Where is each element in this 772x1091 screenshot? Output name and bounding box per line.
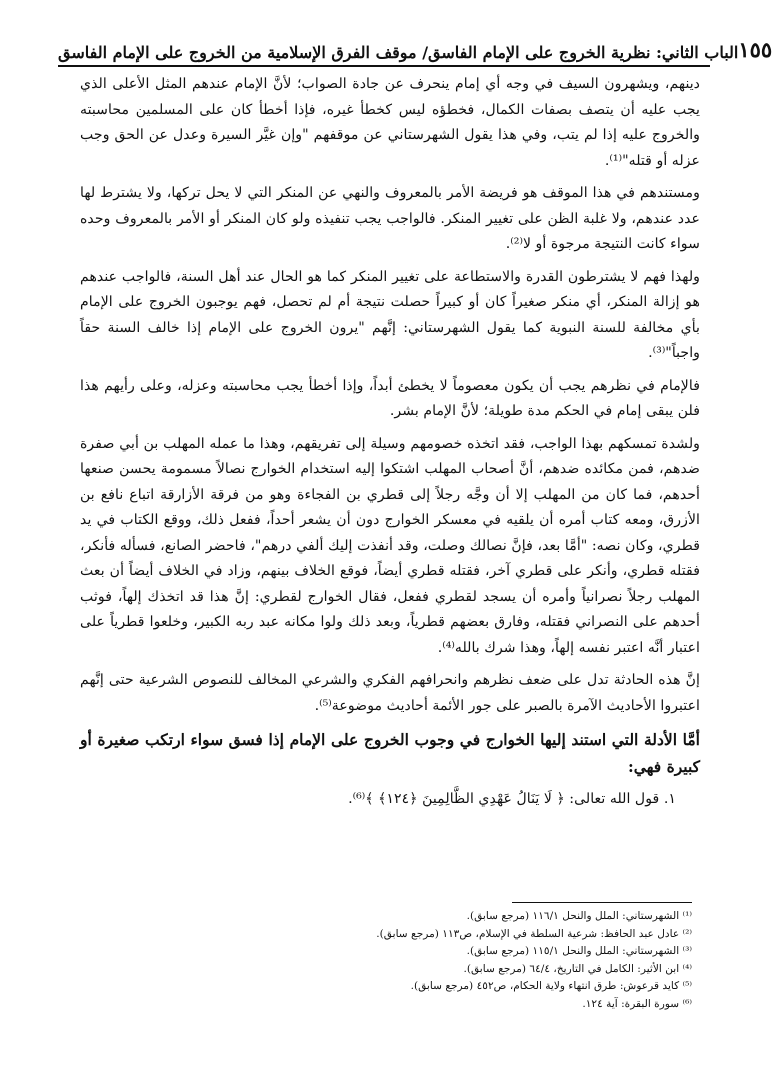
- footnote-4: ⁽⁴⁾ ابن الأثير: الكامل في التاريخ، ٦٤/٤ (مرجع سابق).: [463, 962, 692, 975]
- footnote-separator: [512, 902, 692, 903]
- paragraph-3: ولهذا فهم لا يشترطون القدرة والاستطاعة على تغيير المنكر كما هو الحال عند أهل السنة، فالواجب عندهم هو إزالة المنكر، أي منكر صغيراً كان أو كبيراً حصلت نتيجة أم لم تحصل، فهم يوجبون الخروج على الإمام بأي مخالفة للسنة النبوية كما يقول الشهرستاني: إنَّهم "يرون الخروج على الإمام إذا خالف السنة حقاً واجباً"⁽³⁾.: [80, 268, 700, 361]
- paragraph-5: ولشدة تمسكهم بهذا الواجب، فقد اتخذه خصومهم وسيلة إلى تفريقهم، وهذا ما عمله المهلب بن أبي صفرة ضدهم، فمن مكائده ضدهم، أنَّ أصحاب المهلب اشتكوا إليه استخدام الخوارج نصالاً مسمومة يحسن صنعها أحدهم، فما كان من المهلب إلا أن وجَّه رجلاً إلى قطري بن الفجاءة وهو من فرقة الأزارقة اتباع نافع بن الأزرق، ومعه كتاب أمره أن يلقيه في معسكر الخوارج دون أن يشعر أحداً، ففعل ذلك، ووقع الكتاب في يد قطري، وكان نصه: "أمَّا بعد، فإنَّ نصالك وصلت، وقد أنفذت إليك ألفي درهم"، فاحضر الصانع، فسأله فأنكر، فقتله قطري، وأنكر على قطري آخر، فقتله قطري أيضاً، فوقع الخلاف بينهم، وزاد في الخلاف أيضاً أن بعث المهلب رجلاً نصرانياً وأمره أن يسجد لقطري ففعل، فقال الخوارج لقطري: إنَّ هذا قد اتخذك إلهاً، فوثب أحدهم على النصراني فقتله، وفارق بعضهم قطرياً، وبعد ذلك ولوا مكانه عبد ربه الكبير، وخلعوا قطرياً على اعتبار أنَّه اعتبر نفسه إلهاً، وهذا شرك بالله⁽⁴⁾.: [80, 435, 700, 656]
- paragraph-6: إنَّ هذه الحادثة تدل على ضعف نظرهم وانحرافهم الفكري والشرعي المخالف للنصوص الشرعية حتى إنَّهم اعتبروا الأحاديث الآمرة بالصبر على جور الأئمة أحاديث موضوعة⁽⁵⁾.: [80, 672, 700, 714]
- page-number: ١٥٥: [738, 37, 772, 62]
- footnote-2: ⁽²⁾ عادل عبد الحافظ: شرعية السلطة في الإسلام، ص١١٣ (مرجع سابق).: [376, 927, 692, 940]
- paragraph-4: فالإمام في نظرهم يجب أن يكون معصوماً لا يخطئ أبداً، وإذا أخطأ يجب محاسبته وعزله، وعلى رأيهم هذا فلن يبقى إمام في الحكم مدة طويلة؛ لأنَّ الإمام بشر.: [80, 377, 700, 419]
- header-title: الباب الثاني: نظرية الخروج على الإمام الفاسق/ موقف الفرق الإسلامية من الخروج على الإمام الفاسق: [58, 43, 739, 62]
- running-header: [58, 33, 772, 67]
- body-text: [80, 72, 700, 820]
- footnote-3: ⁽³⁾ الشهرستاني: الملل والنحل ١١٥/١ (مرجع سابق).: [466, 945, 692, 958]
- footnotes: [72, 908, 692, 1014]
- paragraph-2: ومستندهم في هذا الموقف هو فريضة الأمر بالمعروف والنهي عن المنكر التي لا يحل تركها، ولا يشترط لها عدد عندهم، ولا غلبة الظن على تغيير المنكر. فالواجب يجب تنفيذه ولو كان المنكر أو الأمر بالمعروف وحده سواء كانت النتيجة مرجوة أو لا⁽²⁾.: [80, 185, 700, 252]
- footnote-1: ⁽¹⁾ الشهرستاني: الملل والنحل ١١٦/١ (مرجع سابق).: [466, 910, 692, 922]
- footnote-6: ⁽⁶⁾ سورة البقرة: آية ١٢٤.: [582, 997, 692, 1010]
- section-heading: أمَّا الأدلة التي استند إليها الخوارج في وجوب الخروج على الإمام إذا فسق سواء ارتكب صغيرة أو كبيرة فهي:: [80, 730, 700, 776]
- paragraph-1: دينهم، ويشهرون السيف في وجه أي إمام ينحرف عن جادة الصواب؛ لأنَّ الإمام عندهم المثل الأعلى الذي يجب عليه أن يتصف بصفات الكمال، فخطؤه ليس كخطأ غيره، فإذا أخطأ كان على المسلمين محاسبته والخروج عليه إذا لم يتب، وفي هذا يقول الشهرستاني عن موقفهم "وإن غيَّر السيرة وعدل عن الحق وجب عزله أو قتله"⁽¹⁾.: [80, 76, 700, 169]
- footnote-5: ⁽⁵⁾ كايد قرعوش: طرق انتهاء ولاية الحكام، ص٤٥٢ (مرجع سابق).: [410, 980, 692, 993]
- evidence-list-item-1: ١. قول الله تعالى: ﴿ لَا يَنَالُ عَهْدِي الظَّالِمِينَ ﴿١٢٤﴾ ﴾⁽⁶⁾.: [348, 791, 676, 807]
